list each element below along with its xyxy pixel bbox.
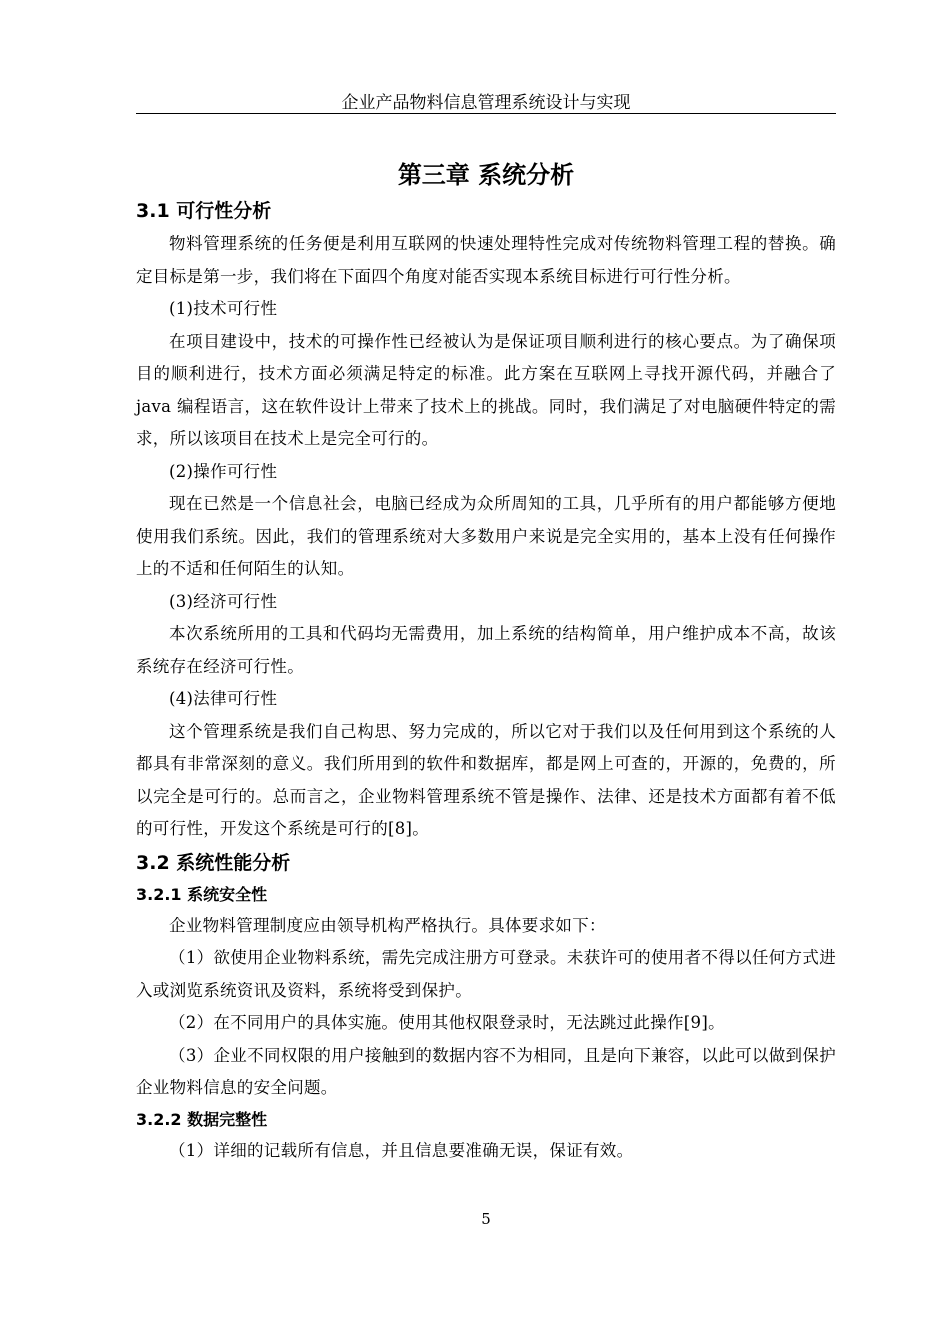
label-op-feasibility: (2)操作可行性 — [169, 461, 278, 481]
list-item-security-3: （3）企业不同权限的用户接触到的数据内容不为相同，且是向下兼容，以此可以做到保护企业物料信息的安全问题。 — [136, 1045, 836, 1097]
section-heading-3-1: 3.1 可行性分析 — [136, 200, 272, 222]
subsection-heading-3-2-2: 3.2.2 数据完整性 — [136, 1109, 268, 1129]
section-heading-3-2: 3.2 系统性能分析 — [136, 851, 291, 874]
list-item-security-1: （1）欲使用企业物料系统，需先完成注册方可登录。未获许可的使用者不得以任何方式进入或浏览系统资讯及资料，系统将受到保护。 — [136, 948, 836, 1000]
label-econ-feasibility: (3)经济可行性 — [169, 591, 278, 611]
paragraph-law-feasibility: 这个管理系统是我们自己构思、努力完成的，所以它对于我们以及任何用到这个系统的人都具有非常深刻的意义。我们所用到的软件和数据库，都是网上可查的，开源的，免费的，所以完全是可行的。总而言之，企业物料管理系统不管是操作、法律、还是技术方面都有着不低的可行性，开发这个系统是可行的[8]。 — [136, 721, 836, 838]
subsection-heading-3-2-1: 3.2.1 系统安全性 — [136, 884, 268, 904]
paragraph-security-intro: 企业物料管理制度应由领导机构严格执行。具体要求如下： — [169, 915, 606, 935]
label-tech-feasibility: (1)技术可行性 — [169, 299, 278, 318]
paragraph-intro: 物料管理系统的任务便是利用互联网的快速处理特性完成对传统物料管理工程的替换。确定目标是第一步，我们将在下面四个角度对能否实现本系统目标进行可行性分析。 — [136, 234, 836, 286]
running-header: 企业产品物料信息管理系统设计与实现 — [341, 93, 631, 113]
paragraph-tech-feasibility: 在项目建设中，技术的可操作性已经被认为是保证项目顺利进行的核心要点。为了确保项目的顺利进行，技术方面必须满足特定的标准。此方案在互联网上寻找开源代码，并融合了 java 编程语言，这在软件设计上带来了技术上的挑战。同时，我们满足了对电脑硬件特定的需求，所以该项目在技术上是完全可行的。 — [136, 331, 836, 448]
chapter-title: 第三章 系统分析 — [397, 161, 575, 189]
list-item-security-2: （2）在不同用户的具体实施。使用其他权限登录时，无法跳过此操作[9]。 — [169, 1013, 725, 1032]
page-content — [136, 140, 836, 1167]
list-item-integrity-1: （1）详细的记载所有信息，并且信息要准确无误，保证有效。 — [169, 1140, 634, 1160]
header-rule — [136, 113, 836, 114]
paragraph-op-feasibility: 现在已然是一个信息社会，电脑已经成为众所周知的工具，几乎所有的用户都能够方便地使用我们系统。因此，我们的管理系统对大多数用户来说是完全实用的，基本上没有任何操作上的不适和任何陌生的认知。 — [136, 494, 836, 578]
page-number: 5 — [481, 1210, 491, 1228]
label-law-feasibility: (4)法律可行性 — [169, 689, 278, 708]
paragraph-econ-feasibility: 本次系统所用的工具和代码均无需费用，加上系统的结构简单，用户维护成本不高，故该系统存在经济可行性。 — [136, 624, 836, 676]
